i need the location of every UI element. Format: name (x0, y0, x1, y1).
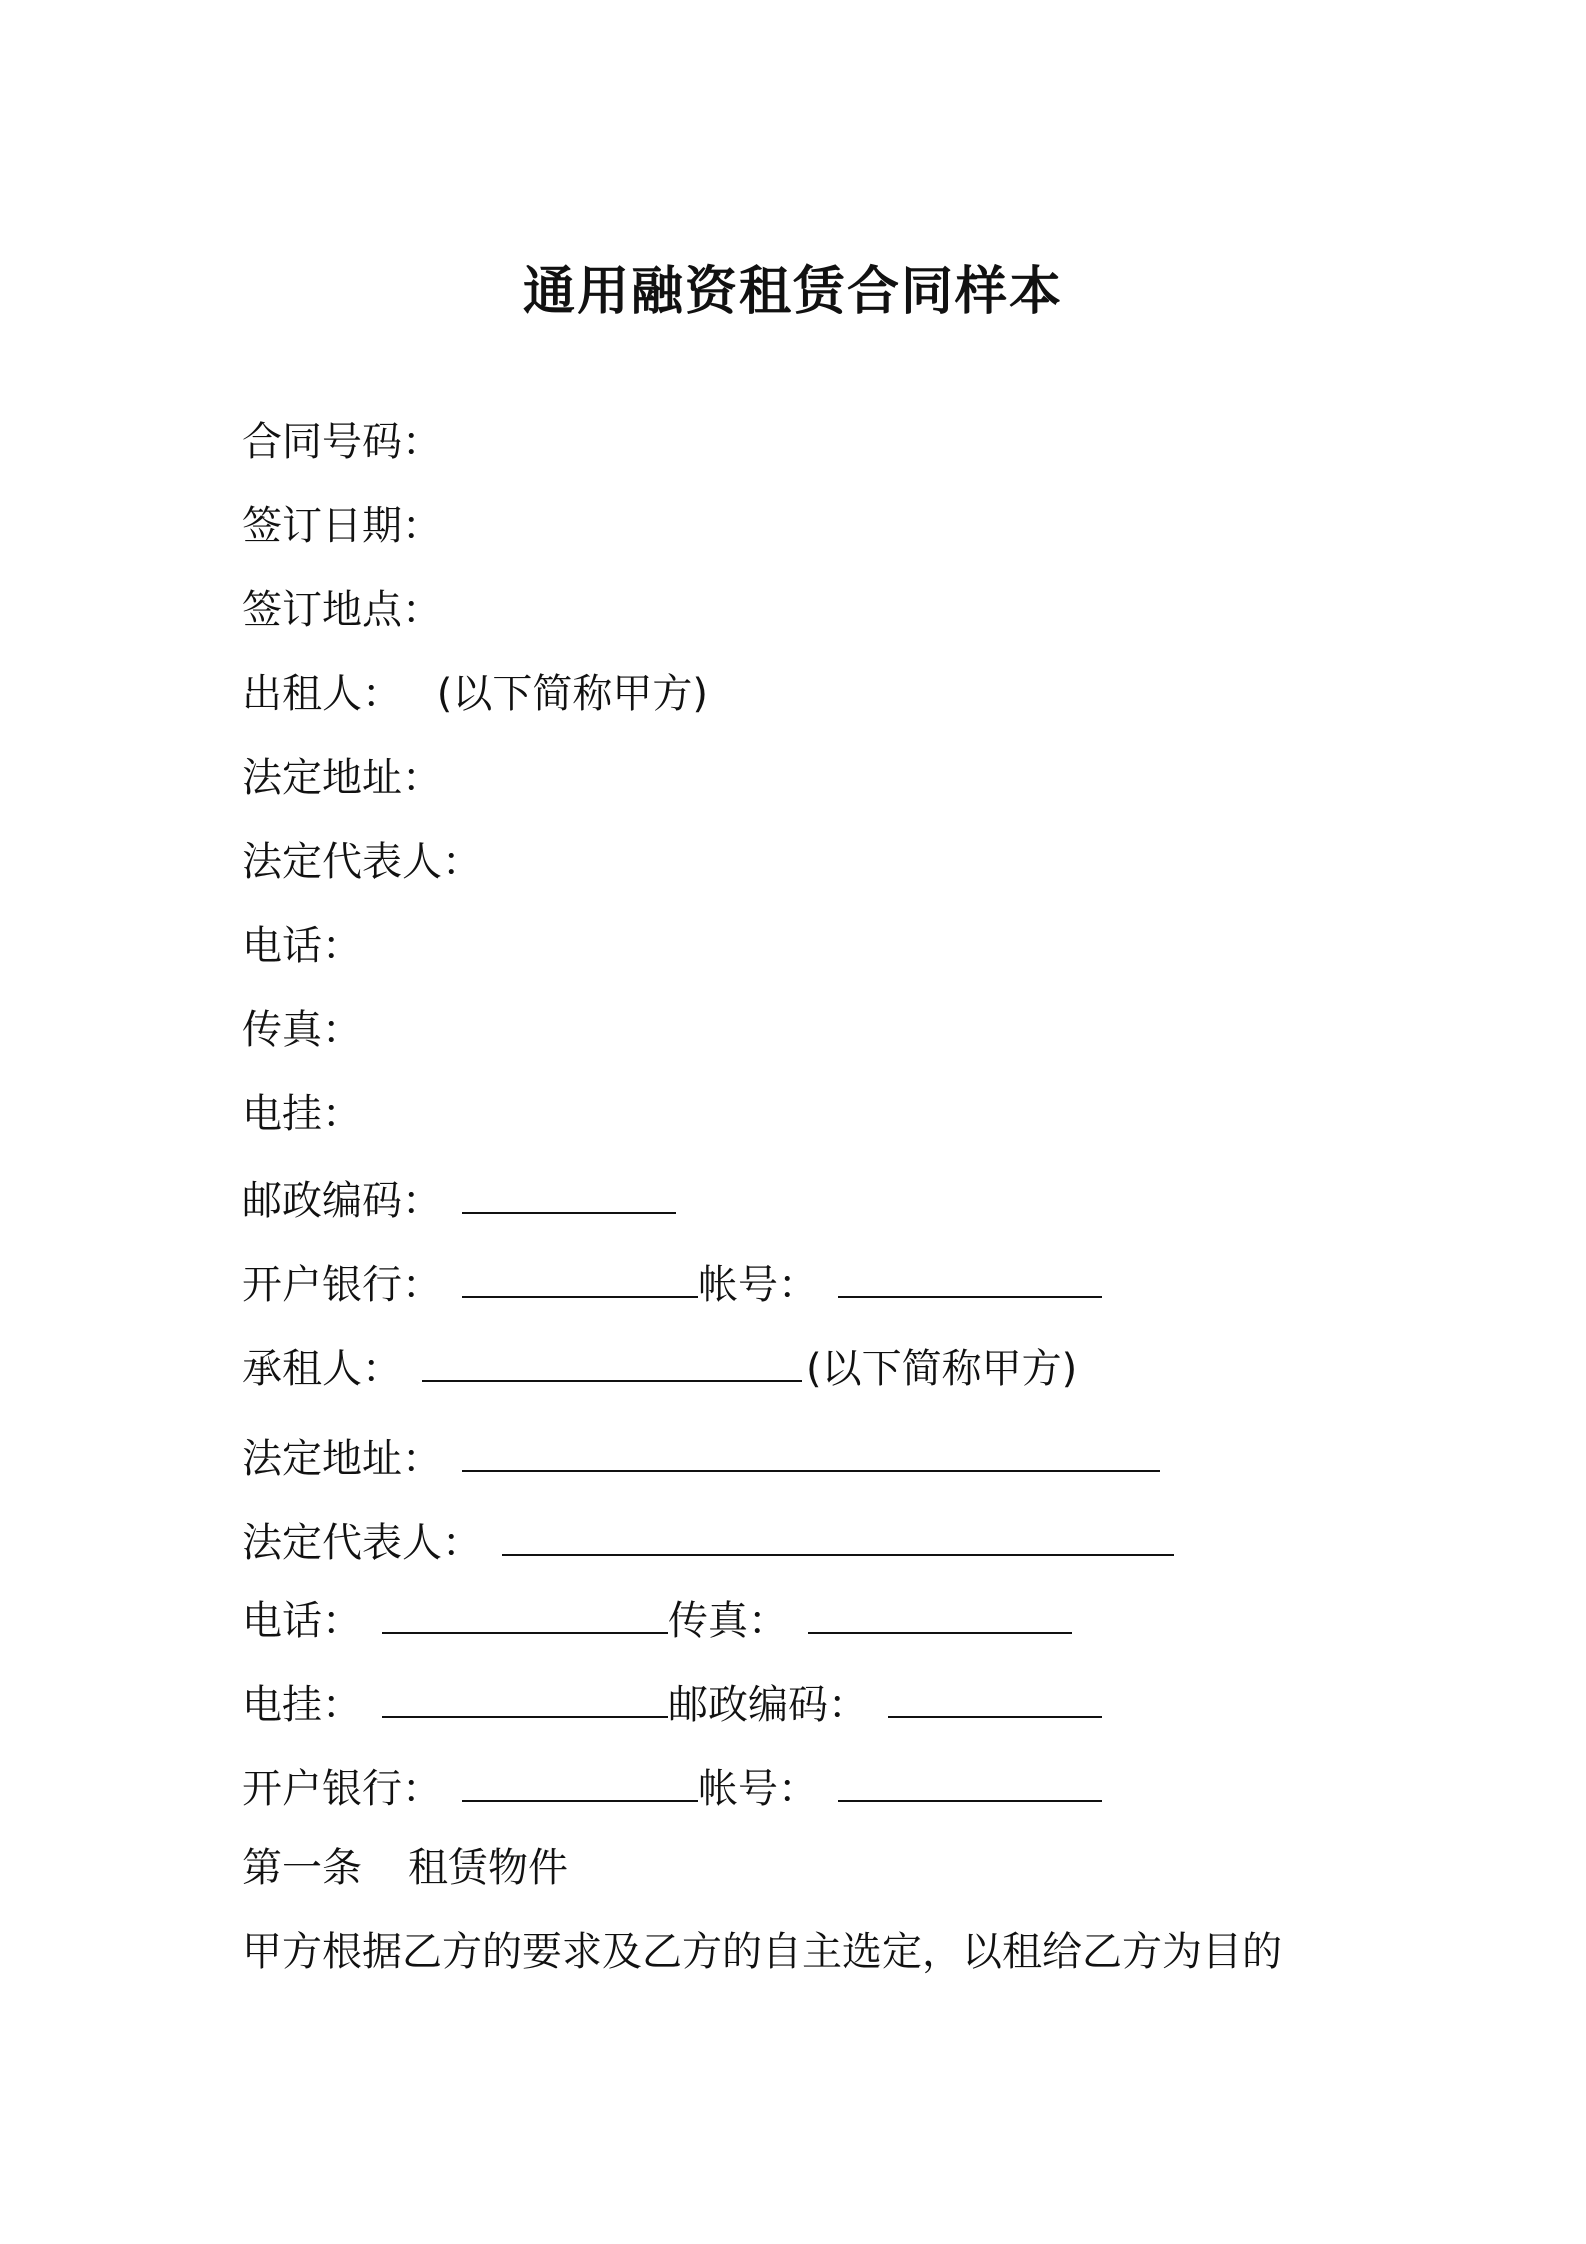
lessor-address-label: 法定地址： (242, 755, 442, 801)
lessor-bank-label: 开户银行： (242, 1262, 442, 1308)
lessee-bank-blank[interactable] (462, 1756, 698, 1802)
document-title: 通用融资租赁合同样本 (522, 262, 1063, 322)
lessor-postcode-field (242, 1168, 676, 1231)
lessee-postcode-label: 邮政编码： (668, 1682, 868, 1728)
lessor-phone-field (242, 916, 362, 976)
lessor-bank-field (242, 1252, 1102, 1315)
lessor-postcode-blank[interactable] (462, 1168, 676, 1214)
lessor-telex-field (242, 1084, 362, 1144)
lessee-telex-postcode-field (242, 1672, 1102, 1735)
lessee-representative-blank[interactable] (502, 1510, 1174, 1556)
lessor-account-label: 帐号： (698, 1262, 818, 1308)
signing-date-label: 签订日期： (242, 503, 442, 549)
contract-number-label: 合同号码： (242, 419, 442, 465)
lessor-fax-label: 传真： (242, 1007, 362, 1053)
lessee-phone-fax-field (242, 1588, 1072, 1651)
lessor-account-blank[interactable] (838, 1252, 1102, 1298)
lessor-phone-label: 电话： (242, 923, 362, 969)
lessor-bank-blank[interactable] (462, 1252, 698, 1298)
lessee-phone-blank[interactable] (382, 1588, 668, 1634)
article-1-body (242, 1922, 1282, 1982)
signing-place-field (242, 580, 442, 640)
lessor-name-field (242, 664, 708, 724)
article-1-text: 甲方根据乙方的要求及乙方的自主选定，以租给乙方为目的 (242, 1929, 1282, 1975)
lessor-representative-label: 法定代表人： (242, 839, 482, 885)
lessor-address-field (242, 748, 442, 808)
lessee-fax-blank[interactable] (808, 1588, 1072, 1634)
lessee-representative-label: 法定代表人： (242, 1520, 482, 1566)
signing-date-field (242, 496, 442, 556)
lessee-address-blank[interactable] (462, 1426, 1160, 1472)
lessee-account-blank[interactable] (838, 1756, 1102, 1802)
lessee-address-field (242, 1426, 1160, 1489)
lessor-fax-field (242, 1000, 362, 1060)
contract-number-field (242, 412, 442, 472)
lessee-name-note: (以下简称甲方) (806, 1346, 1078, 1392)
signing-place-label: 签订地点： (242, 587, 442, 633)
lessee-telex-blank[interactable] (382, 1672, 668, 1718)
lessee-name-blank[interactable] (422, 1336, 802, 1382)
lessor-telex-label: 电挂： (242, 1091, 362, 1137)
lessee-telex-label: 电挂： (242, 1682, 362, 1728)
lessee-name-field (242, 1336, 1077, 1399)
lessee-postcode-blank[interactable] (888, 1672, 1102, 1718)
lessor-postcode-label: 邮政编码： (242, 1178, 442, 1224)
lessee-address-label: 法定地址： (242, 1436, 442, 1482)
article-1-number: 第一条 (242, 1845, 362, 1891)
lessor-name-label: 出租人： (242, 671, 402, 717)
lessee-representative-field (242, 1510, 1174, 1573)
article-1-heading (242, 1838, 568, 1898)
lessee-phone-label: 电话： (242, 1598, 362, 1644)
lessee-account-label: 帐号： (698, 1766, 818, 1812)
lessor-name-note: (以下简称甲方) (436, 671, 708, 717)
lessor-representative-field (242, 832, 482, 892)
lessee-fax-label: 传真： (668, 1598, 788, 1644)
lessee-bank-field (242, 1756, 1102, 1819)
lessee-bank-label: 开户银行： (242, 1766, 442, 1812)
article-1-title: 租赁物件 (408, 1845, 568, 1891)
lessee-name-label: 承租人： (242, 1346, 402, 1392)
